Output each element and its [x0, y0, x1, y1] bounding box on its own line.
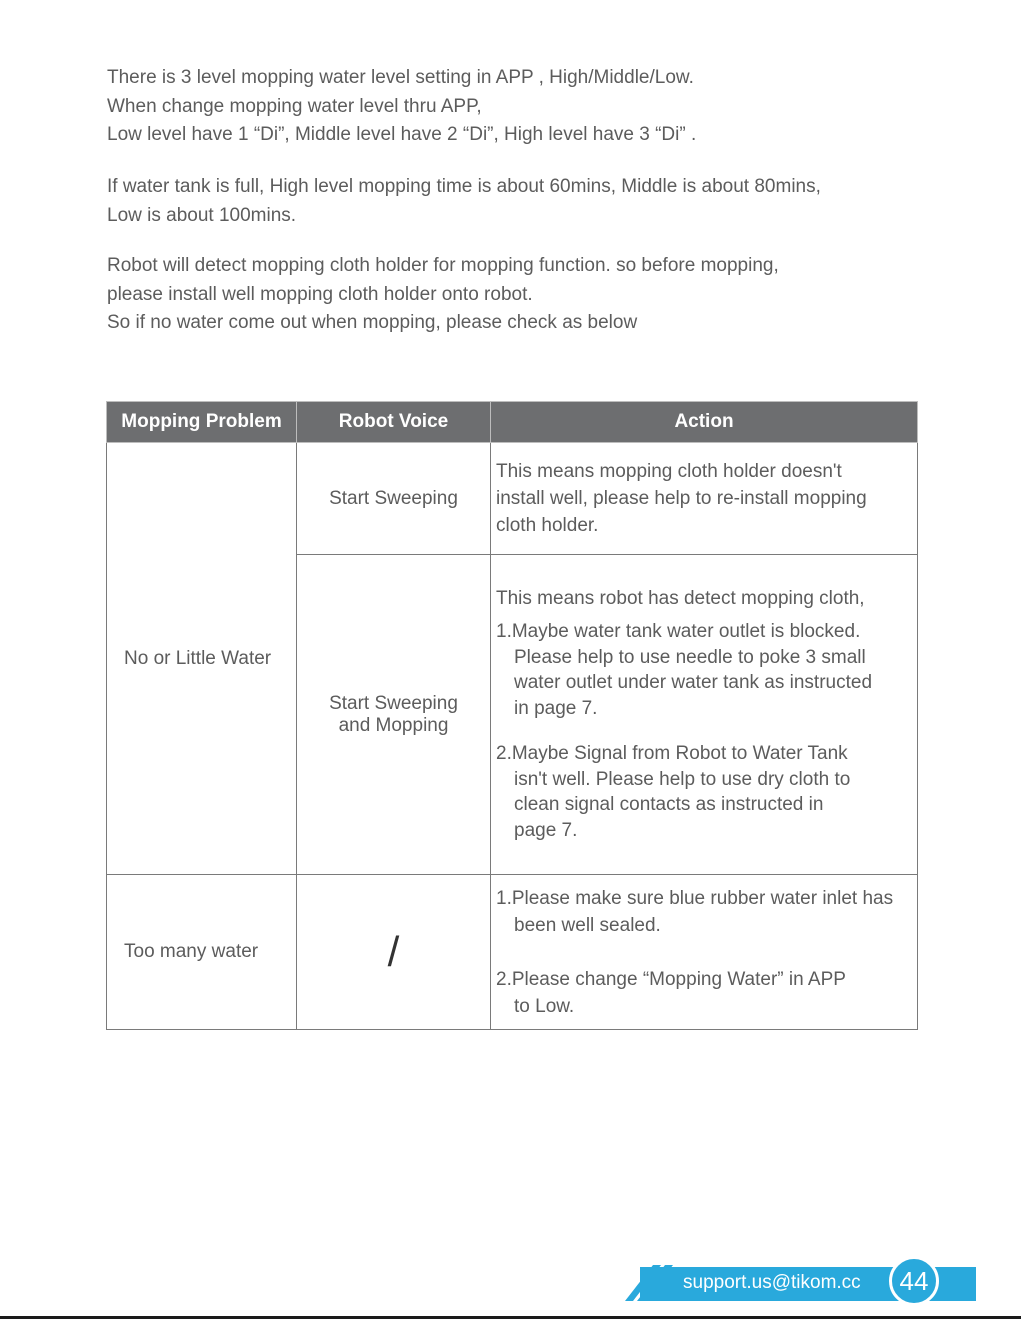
action-reinstall-holder	[491, 443, 918, 555]
table-row	[107, 443, 918, 555]
action-line: water outlet under water tank as instructed	[514, 672, 873, 694]
text-line: There is 3 level mopping water level setting in APP , High/Middle/Low.	[107, 67, 694, 88]
voice-start-sweeping: Start Sweeping	[297, 443, 491, 555]
text-line: Low level have 1 “Di”, Middle level have 2 “Di”, High level have 3 “Di” .	[107, 124, 697, 145]
action-line: install well, please help to re-install mopping	[496, 488, 867, 509]
voice-none	[297, 875, 491, 1030]
action-item-2	[496, 966, 913, 1020]
text-line: Robot will detect mopping cloth holder for mopping function. so before mopping,	[107, 255, 779, 276]
intro-paragraph-mopping-time	[107, 173, 821, 230]
text-line: If water tank is full, High level mopping time is about 60mins, Middle is about 80mins,	[107, 176, 821, 197]
text-line: please install well mopping cloth holder onto robot.	[107, 283, 533, 305]
action-item-1	[496, 619, 913, 721]
header-action: Action	[491, 402, 918, 443]
problem-no-little-water: No or Little Water	[107, 443, 297, 875]
action-intro: This means robot has detect mopping cloth,	[496, 587, 865, 609]
table-header-row	[107, 402, 918, 443]
text-line: Low is about 100mins.	[107, 204, 297, 226]
action-line: to Low.	[514, 995, 575, 1017]
action-line: in page 7.	[514, 697, 598, 719]
action-item-2	[496, 741, 913, 843]
problem-too-many-water: Too many water	[107, 875, 297, 1030]
action-line: 2.Maybe Signal from Robot to Water Tank	[496, 743, 848, 765]
header-mopping-problem: Mopping Problem	[107, 402, 297, 443]
voice-start-sweeping-and-mopping	[297, 555, 491, 875]
text-line: So if no water come out when mopping, please check as below	[107, 312, 638, 333]
action-item-1	[496, 885, 913, 939]
action-line: isn't well. Please help to use dry cloth to	[514, 768, 851, 790]
action-line: cloth holder.	[496, 515, 599, 536]
bottom-divider	[0, 1316, 1021, 1319]
intro-paragraph-cloth-holder	[107, 252, 779, 338]
page-number: 44	[889, 1256, 939, 1306]
text-line: When change mopping water level thru APP,	[107, 95, 482, 117]
action-seal-or-lower	[491, 875, 918, 1030]
action-check-outlet-signal	[491, 555, 918, 875]
troubleshooting-table	[106, 401, 918, 1030]
action-line: 2.Please change “Mopping Water” in APP	[496, 968, 846, 990]
voice-line: Start Sweeping	[329, 692, 458, 714]
action-line: 1.Please make sure blue rubber water inlet has	[496, 887, 894, 909]
action-line: This means mopping cloth holder doesn't	[496, 461, 842, 482]
voice-slash: /	[387, 928, 400, 975]
support-email: support.us@tikom.cc	[683, 1272, 861, 1293]
table-row	[107, 875, 918, 1030]
action-line: Please help to use needle to poke 3 small	[514, 646, 866, 668]
action-line: page 7.	[514, 819, 578, 841]
voice-line: and Mopping	[338, 714, 449, 736]
action-line: 1.Maybe water tank water outlet is blocked.	[496, 621, 861, 643]
header-robot-voice: Robot Voice	[297, 402, 491, 443]
intro-paragraph-water-levels	[107, 64, 696, 150]
action-line: been well sealed.	[514, 914, 661, 936]
action-line: clean signal contacts as instructed in	[514, 794, 824, 816]
